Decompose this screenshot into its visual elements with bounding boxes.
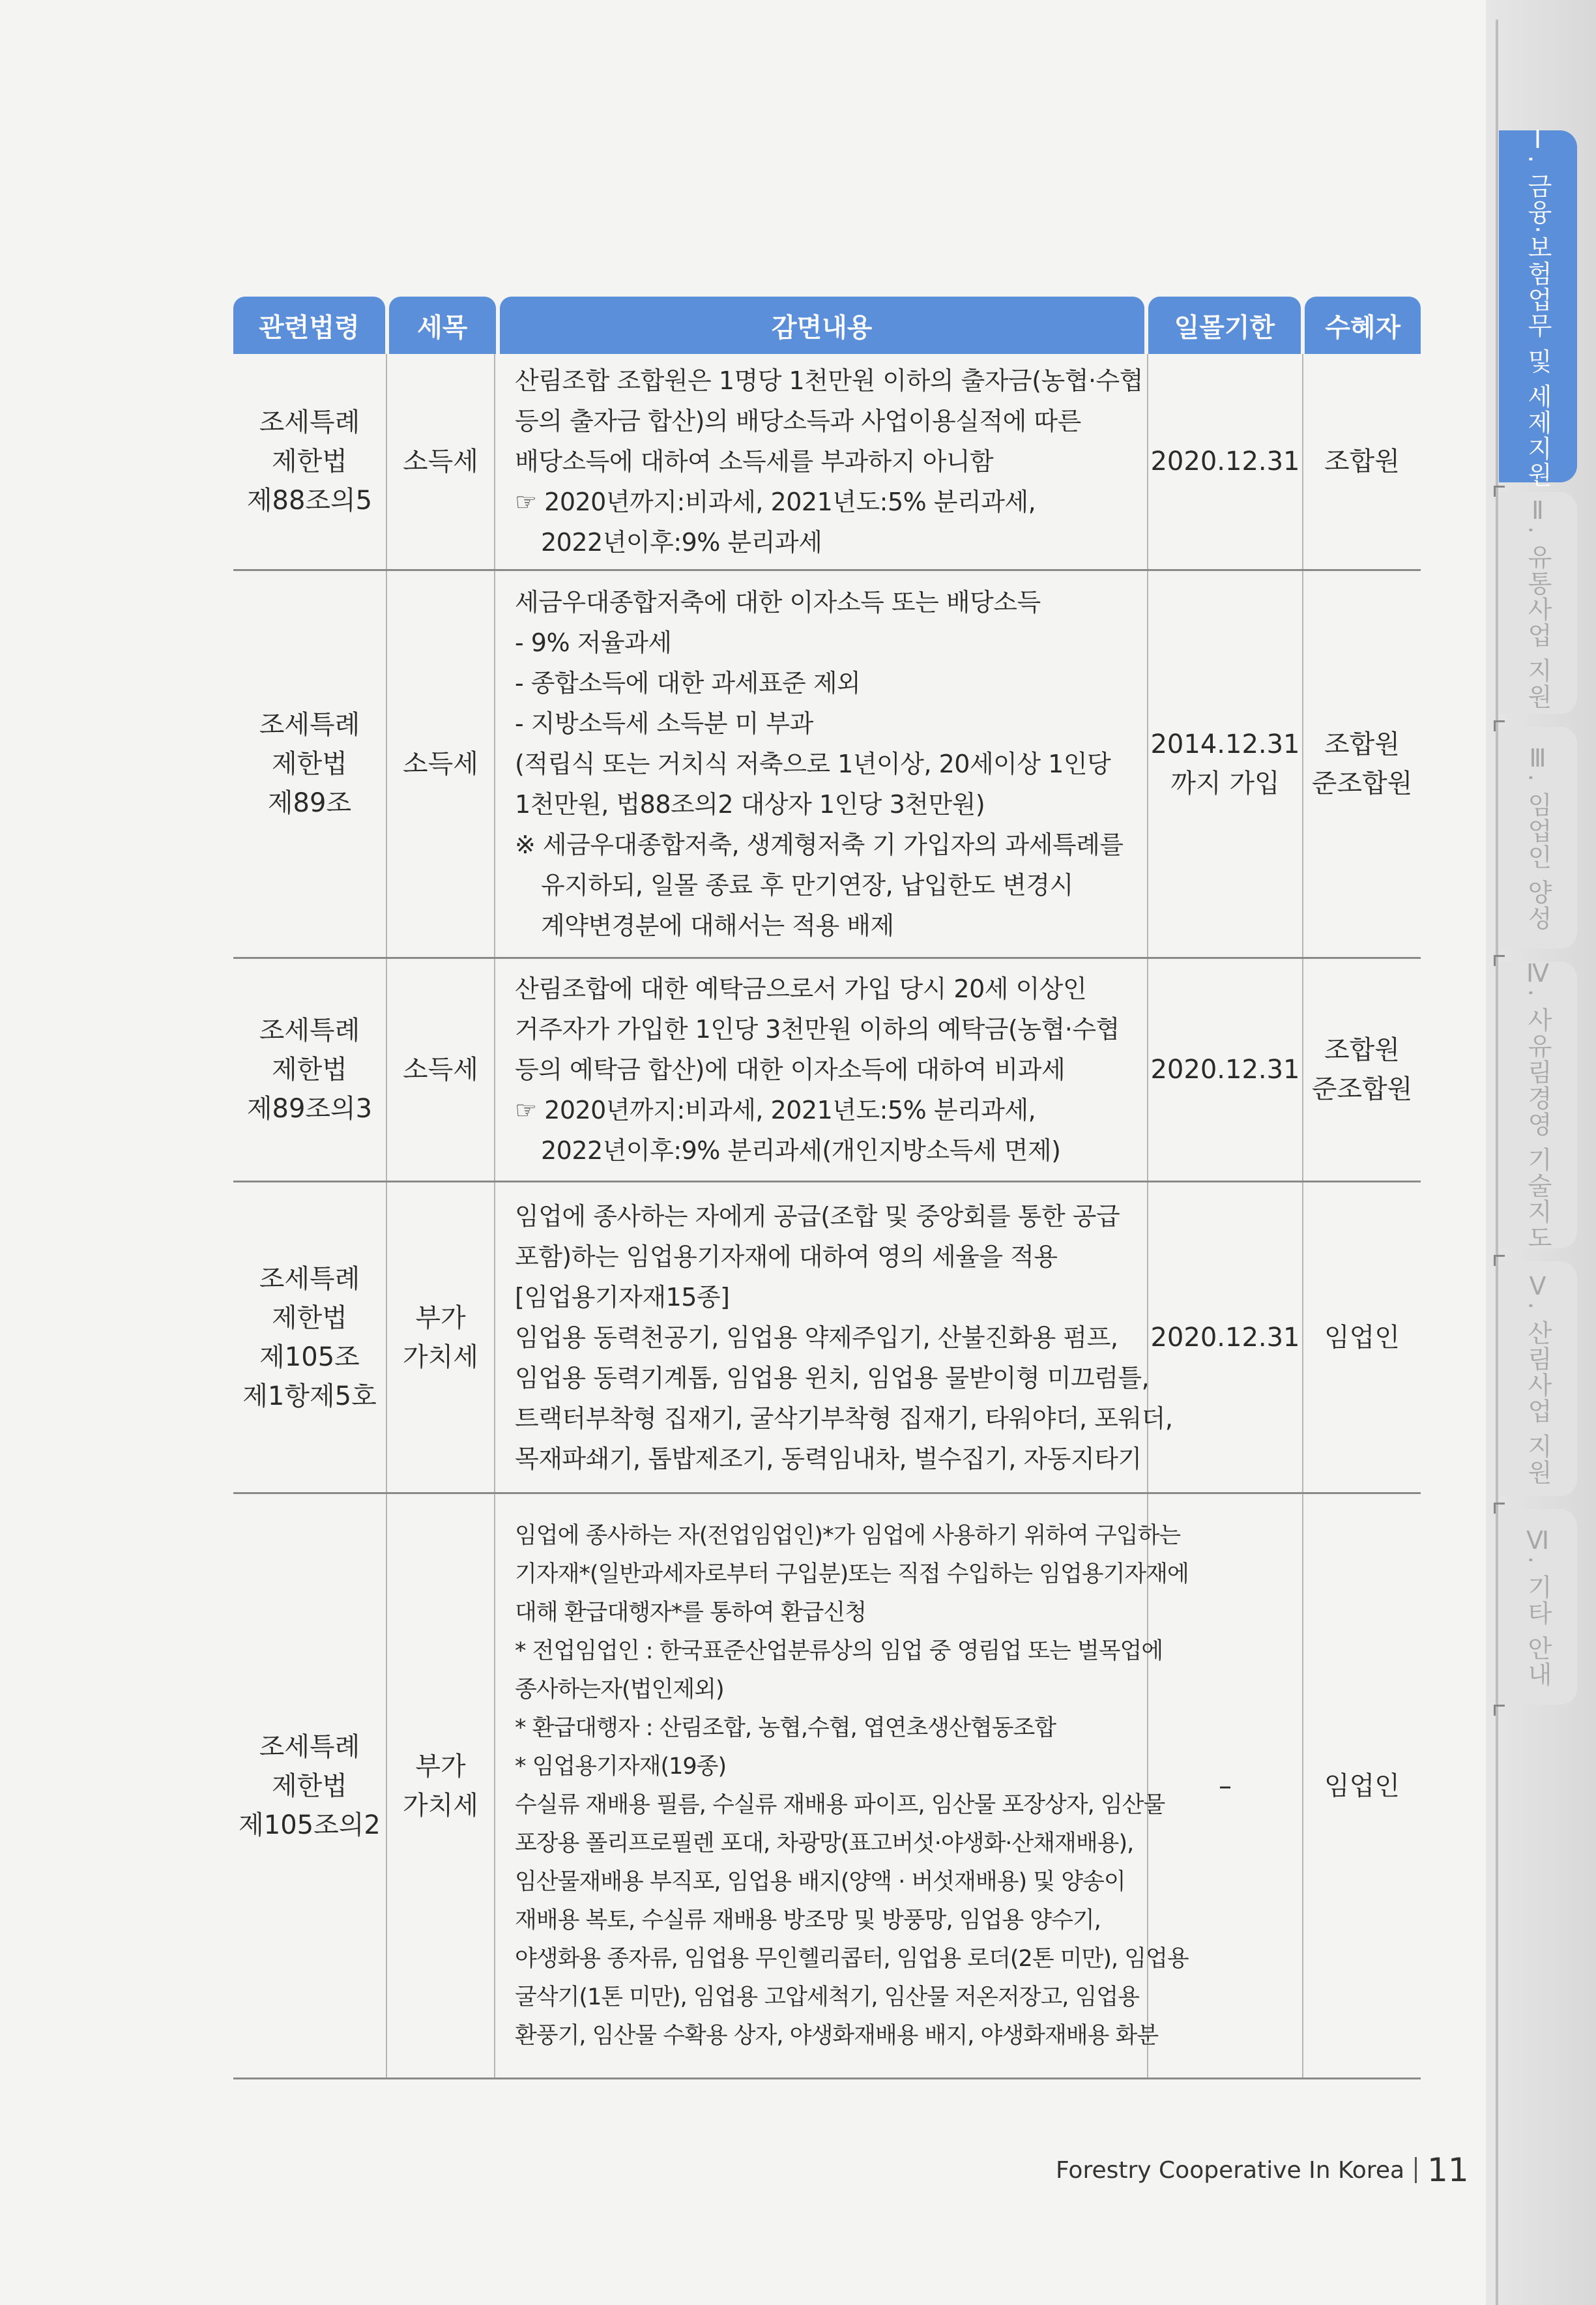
content-line: (적립식 또는 거치식 저축으로 1년이상, 20세이상 1인당 <box>515 750 1111 778</box>
law-line: 제89조 <box>267 788 352 818</box>
tax-line: 가치세 <box>403 1342 478 1372</box>
tax-line: 소득세 <box>403 749 478 779</box>
header-tax: 세목 <box>389 297 496 354</box>
content-line: 포함)하는 임업용기자재에 대하여 영의 세율을 적용 <box>515 1242 1058 1271</box>
beneficiary-cell <box>1303 354 1421 569</box>
law-cell <box>233 354 387 569</box>
law-line: 제한법 <box>272 1770 347 1801</box>
law-line: 조세특례 <box>259 1263 360 1294</box>
law-line: 제한법 <box>272 1055 347 1085</box>
content-line: * 전업임업인 : 한국표준산업분류상의 임업 중 영림업 또는 벌목업에 <box>515 1637 1163 1664</box>
side-tab-label: Ⅳ. 사유림경영 기술지도 <box>1523 958 1552 1252</box>
tax-cell <box>387 1494 495 2077</box>
law-line: 제1항제5호 <box>242 1381 377 1411</box>
deadline-line: 2020.12.31 <box>1150 1055 1300 1085</box>
law-line: 조세특례 <box>259 710 360 740</box>
content-cell <box>495 1182 1173 1492</box>
content-cell <box>495 354 1148 569</box>
content-line: - 지방소득세 소득분 미 부과 <box>515 709 813 738</box>
side-tab-forest-project[interactable] <box>1499 1261 1577 1496</box>
content-line: * 환급대행자 : 산림조합, 농협,수협, 엽연초생산협동조합 <box>515 1714 1056 1741</box>
page-footer <box>1056 2151 1469 2189</box>
tax-cell <box>387 571 495 957</box>
law-cell <box>233 571 387 957</box>
tab-divider-mark <box>1494 1503 1505 1514</box>
content-line: * 임업용기자재(19종) <box>515 1753 727 1780</box>
beneficiary-line: 조합원 <box>1324 447 1400 477</box>
content-line: 재배용 복토, 수실류 재배용 방조망 및 방풍망, 임업용 양수기, <box>515 1907 1101 1933</box>
deadline-cell <box>1148 571 1303 957</box>
content-line: - 9% 저율과세 <box>515 628 672 657</box>
header-law: 관련법령 <box>233 297 385 354</box>
side-tab-finance[interactable] <box>1499 125 1577 488</box>
tax-cell <box>387 959 495 1181</box>
content-line: 기자재*(일반과세자로부터 구입분)또는 직접 수입하는 임업용기자재에 <box>515 1561 1189 1587</box>
content-line: 트랙터부착형 집재기, 굴삭기부착형 집재기, 타워야더, 포워더, <box>515 1403 1173 1433</box>
law-line: 제105조의2 <box>239 1810 381 1840</box>
page-edge-line <box>1496 20 1498 2305</box>
beneficiary-line: 임업인 <box>1324 1770 1400 1801</box>
side-tab-label: Ⅴ. 산림사업 지원 <box>1523 1271 1552 1486</box>
beneficiary-line: 임업인 <box>1324 1322 1400 1353</box>
content-line: 유지하되, 일몰 종료 후 만기연장, 납입한도 변경시 <box>541 871 1073 900</box>
beneficiary-line: 조합원 <box>1324 729 1400 759</box>
deadline-cell <box>1148 1494 1303 2077</box>
footer-separator <box>1415 2157 1417 2183</box>
law-line: 제89조의3 <box>246 1094 373 1124</box>
content-line: 1천만원, 법88조의2 대상자 1인당 3천만원) <box>515 790 985 819</box>
content-line: 임업에 종사하는 자에게 공급(조합 및 중앙회를 통한 공급 <box>515 1201 1120 1231</box>
content-line: 수실류 재배용 필름, 수실류 재배용 파이프, 임산물 포장상자, 임산물 <box>515 1791 1165 1818</box>
deadline-line: 까지 가입 <box>1170 769 1280 799</box>
content-line: 종사하는자(법인제외) <box>515 1676 724 1703</box>
deadline-line: 2014.12.31 <box>1150 729 1300 759</box>
beneficiary-line: 준조합원 <box>1311 769 1413 799</box>
tax-benefit-table <box>233 297 1421 2079</box>
content-line: 포장용 폴리프로필렌 포대, 차광망(표고버섯·야생화·산채재배용), <box>515 1830 1134 1857</box>
content-line: 환풍기, 임산물 수확용 상자, 야생화재배용 배지, 야생화재배용 화분 <box>515 2022 1159 2049</box>
header-content: 감면내용 <box>500 297 1144 354</box>
side-tab-label: Ⅱ. 유통사업 지원 <box>1523 495 1552 711</box>
side-tab-label: Ⅵ. 기타 안내 <box>1523 1525 1552 1688</box>
content-line: 2022년이후:9% 분리과세(개인지방소득세 면제) <box>541 1136 1061 1165</box>
tab-divider-mark <box>1494 955 1505 966</box>
tab-divider-mark <box>1494 486 1505 497</box>
content-line: 야생화용 종자류, 임업용 무인헬리콥터, 임업용 로더(2톤 미만), 임업용 <box>515 1945 1189 1972</box>
footer-title: Forestry Cooperative In Korea <box>1056 2156 1405 2184</box>
tab-divider-mark <box>1494 720 1505 731</box>
law-line: 조세특례 <box>259 1016 360 1046</box>
content-line: 임산물재배용 부직포, 임업용 배지(양액 · 버섯재배용) 및 양송이 <box>515 1868 1125 1895</box>
content-line: ※ 세금우대종합저축, 생계형저축 기 가입자의 과세특례를 <box>515 830 1124 859</box>
content-line: 거주자가 가입한 1인당 3천만원 이하의 예탁금(농협·수협 <box>515 1015 1120 1044</box>
tax-cell <box>387 1182 495 1492</box>
tax-line: 소득세 <box>403 447 478 477</box>
table-row <box>233 959 1421 1182</box>
law-line: 제88조의5 <box>246 486 373 516</box>
content-line: 산림조합 조합원은 1명당 1천만원 이하의 출자금(농협·수협 <box>515 366 1143 395</box>
table-row <box>233 1494 1421 2079</box>
deadline-line: – <box>1219 1770 1232 1801</box>
content-line: 세금우대종합저축에 대한 이자소득 또는 배당소득 <box>515 588 1041 617</box>
content-line: ☞ 2020년까지:비과세, 2021년도:5% 분리과세, <box>515 488 1036 516</box>
side-tab-distribution[interactable] <box>1499 492 1577 714</box>
table-header <box>233 297 1421 354</box>
content-line: 2022년이후:9% 분리과세 <box>541 528 822 557</box>
tax-cell <box>387 354 495 569</box>
law-line: 제한법 <box>272 447 347 477</box>
content-cell <box>495 571 1148 957</box>
law-cell <box>233 959 387 1181</box>
deadline-cell <box>1148 1182 1303 1492</box>
deadline-cell <box>1148 959 1303 1181</box>
law-line: 제한법 <box>272 749 347 779</box>
law-cell <box>233 1494 387 2077</box>
content-line: 등의 예탁금 합산)에 대한 이자소득에 대하여 비과세 <box>515 1055 1066 1084</box>
table-row <box>233 571 1421 959</box>
content-line: 임업에 종사하는 자(전업임업인)*가 임업에 사용하기 위하여 구입하는 <box>515 1522 1181 1549</box>
law-line: 조세특례 <box>259 1731 360 1762</box>
tab-divider-mark <box>1494 1255 1505 1266</box>
content-line: 계약변경분에 대해서는 적용 배제 <box>541 911 894 940</box>
content-line: - 종합소득에 대한 과세표준 제외 <box>515 669 861 697</box>
beneficiary-cell <box>1303 1182 1421 1492</box>
content-line: 등의 출자금 합산)의 배당소득과 사업이용실적에 따른 <box>515 407 1081 435</box>
deadline-cell <box>1148 354 1303 569</box>
beneficiary-line: 준조합원 <box>1311 1074 1413 1104</box>
tax-line: 부가 <box>415 1302 466 1333</box>
beneficiary-cell <box>1303 571 1421 957</box>
tax-line: 소득세 <box>403 1055 478 1085</box>
side-tab-label: Ⅲ. 임업인 양성 <box>1523 743 1552 932</box>
content-line: 굴삭기(1톤 미만), 임업용 고압세척기, 임산물 저온저장고, 임업용 <box>515 1984 1139 2010</box>
side-tab-label: Ⅰ. 금융·보험업무 및 세제지원 <box>1523 125 1552 488</box>
tab-divider-mark <box>1494 1705 1505 1716</box>
side-tab-other[interactable] <box>1499 1509 1577 1705</box>
table-row <box>233 1182 1421 1494</box>
side-tab-forester[interactable] <box>1499 727 1577 948</box>
content-line: 임업용 동력기계톱, 임업용 윈치, 임업용 물받이형 미끄럼틀, <box>515 1363 1150 1392</box>
law-line: 조세특례 <box>259 407 360 437</box>
beneficiary-cell <box>1303 959 1421 1181</box>
content-line: 배당소득에 대하여 소득세를 부과하지 아니함 <box>515 447 994 476</box>
beneficiary-cell <box>1303 1494 1421 2077</box>
content-line: 대해 환급대행자*를 통하여 환급신청 <box>515 1599 867 1626</box>
side-tab-private-forest[interactable] <box>1499 958 1577 1252</box>
deadline-line: 2020.12.31 <box>1150 1322 1300 1353</box>
content-line: 산림조합에 대한 예탁금으로서 가입 당시 20세 이상인 <box>515 975 1087 1003</box>
header-deadline: 일몰기한 <box>1148 297 1301 354</box>
header-beneficiary: 수혜자 <box>1305 297 1421 354</box>
content-line: 임업용 동력천공기, 임업용 약제주입기, 산불진화용 펌프, <box>515 1323 1118 1352</box>
content-line: [임업용기자재15종] <box>515 1282 730 1312</box>
law-cell <box>233 1182 387 1492</box>
tax-line: 가치세 <box>403 1790 478 1821</box>
table-row <box>233 354 1421 571</box>
law-line: 제105조 <box>259 1342 360 1372</box>
law-line: 제한법 <box>272 1302 347 1333</box>
content-line: 목재파쇄기, 톱밥제조기, 동력임내차, 벌수집기, 자동지타기 <box>515 1444 1142 1473</box>
deadline-line: 2020.12.31 <box>1150 447 1300 477</box>
content-cell <box>495 1494 1189 2077</box>
page-number: 11 <box>1427 2151 1469 2189</box>
content-cell <box>495 959 1148 1181</box>
content-line: ☞ 2020년까지:비과세, 2021년도:5% 분리과세, <box>515 1096 1036 1124</box>
beneficiary-line: 조합원 <box>1324 1035 1400 1065</box>
tax-line: 부가 <box>415 1751 466 1782</box>
